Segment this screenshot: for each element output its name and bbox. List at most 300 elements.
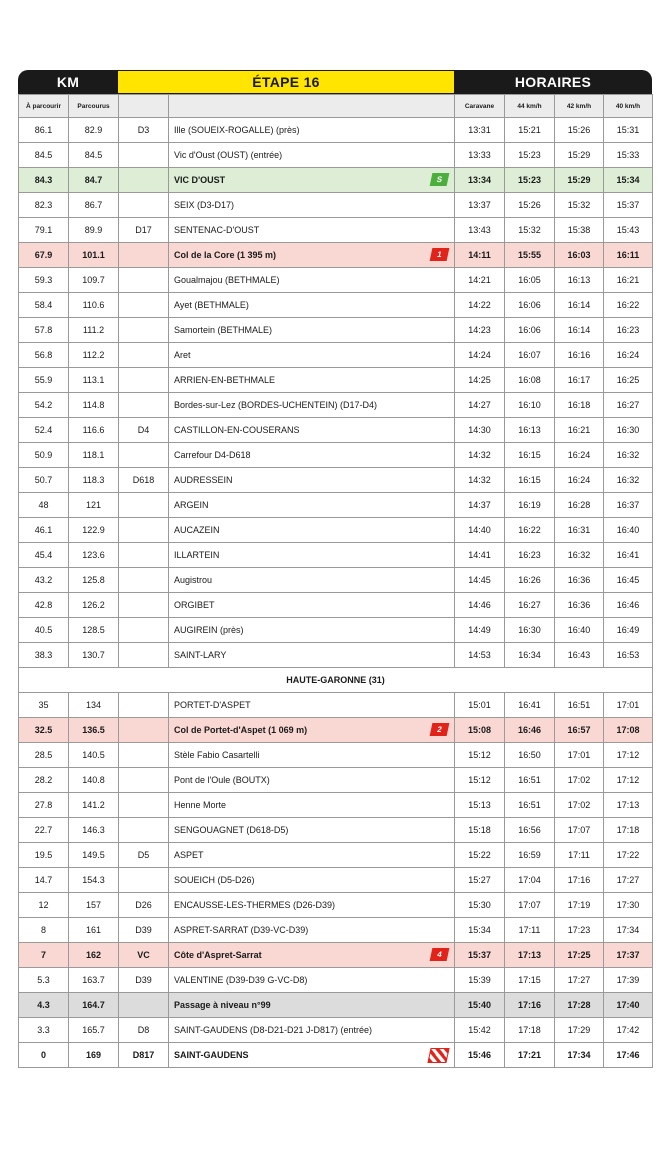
time-44kmh: 16:22 xyxy=(505,518,555,543)
table-row xyxy=(19,693,653,718)
covered-km: 163.7 xyxy=(69,968,119,993)
road-number xyxy=(119,193,169,218)
road-number xyxy=(119,868,169,893)
time-44kmh: 17:21 xyxy=(505,1043,555,1068)
time-42kmh: 16:14 xyxy=(555,293,604,318)
road-number xyxy=(119,443,169,468)
table-row xyxy=(19,968,653,993)
table-row xyxy=(19,718,653,743)
road-number xyxy=(119,293,169,318)
time-44kmh: 17:13 xyxy=(505,943,555,968)
remaining-km: 14.7 xyxy=(19,868,69,893)
table-row xyxy=(19,743,653,768)
time-40kmh: 16:30 xyxy=(604,418,653,443)
place-label: SENGOUAGNET (D618-D5) xyxy=(174,825,289,835)
time-44kmh: 16:06 xyxy=(505,293,555,318)
time-42kmh: 16:51 xyxy=(555,693,604,718)
place-name xyxy=(169,718,455,743)
caravane-time: 14:40 xyxy=(455,518,505,543)
remaining-km: 82.3 xyxy=(19,193,69,218)
time-44kmh: 17:11 xyxy=(505,918,555,943)
time-42kmh: 16:18 xyxy=(555,393,604,418)
time-42kmh: 15:38 xyxy=(555,218,604,243)
time-44kmh: 17:15 xyxy=(505,968,555,993)
time-42kmh: 16:17 xyxy=(555,368,604,393)
place-name xyxy=(169,118,455,143)
place-name xyxy=(169,518,455,543)
table-row xyxy=(19,1018,653,1043)
road-number: D26 xyxy=(119,893,169,918)
caravane-time: 14:21 xyxy=(455,268,505,293)
time-42kmh: 17:23 xyxy=(555,918,604,943)
place-label: SENTENAC-D'OUST xyxy=(174,225,260,235)
time-44kmh: 16:41 xyxy=(505,693,555,718)
time-42kmh: 16:57 xyxy=(555,718,604,743)
remaining-km: 67.9 xyxy=(19,243,69,268)
remaining-km: 48 xyxy=(19,493,69,518)
place-name xyxy=(169,168,455,193)
place-name xyxy=(169,818,455,843)
place-name xyxy=(169,243,455,268)
place-label: Henne Morte xyxy=(174,800,227,810)
time-40kmh: 16:49 xyxy=(604,618,653,643)
caravane-time: 14:22 xyxy=(455,293,505,318)
time-42kmh: 17:02 xyxy=(555,768,604,793)
header-schedule: HORAIRES xyxy=(454,70,652,94)
place-label: ORGIBET xyxy=(174,600,215,610)
table-row xyxy=(19,593,653,618)
caravane-time: 14:32 xyxy=(455,468,505,493)
covered-km: 118.3 xyxy=(69,468,119,493)
place-name xyxy=(169,368,455,393)
remaining-km: 38.3 xyxy=(19,643,69,668)
time-40kmh: 17:08 xyxy=(604,718,653,743)
place-label: ILLARTEIN xyxy=(174,550,220,560)
time-40kmh: 17:37 xyxy=(604,943,653,968)
place-name xyxy=(169,893,455,918)
time-40kmh: 17:22 xyxy=(604,843,653,868)
time-40kmh: 17:18 xyxy=(604,818,653,843)
road-number: D3 xyxy=(119,118,169,143)
table-row xyxy=(19,868,653,893)
time-44kmh: 16:51 xyxy=(505,768,555,793)
caravane-time: 15:30 xyxy=(455,893,505,918)
table-row xyxy=(19,818,653,843)
table-row xyxy=(19,293,653,318)
table-row xyxy=(19,318,653,343)
col-caravane: Caravane xyxy=(455,95,505,118)
place-label: SEIX (D3-D17) xyxy=(174,200,235,210)
remaining-km: 43.2 xyxy=(19,568,69,593)
covered-km: 101.1 xyxy=(69,243,119,268)
time-44kmh: 16:10 xyxy=(505,393,555,418)
caravane-time: 14:41 xyxy=(455,543,505,568)
time-40kmh: 15:34 xyxy=(604,168,653,193)
place-label: Côte d'Aspret-Sarrat xyxy=(174,950,262,960)
place-label: Col de la Core (1 395 m) xyxy=(174,250,277,260)
place-name xyxy=(169,493,455,518)
time-42kmh: 17:19 xyxy=(555,893,604,918)
place-name xyxy=(169,843,455,868)
remaining-km: 46.1 xyxy=(19,518,69,543)
place-label: SAINT-GAUDENS xyxy=(174,1050,249,1060)
time-44kmh: 16:07 xyxy=(505,343,555,368)
remaining-km: 86.1 xyxy=(19,118,69,143)
place-label: Ille (SOUEIX-ROGALLE) (près) xyxy=(174,125,300,135)
caravane-time: 15:18 xyxy=(455,818,505,843)
covered-km: 130.7 xyxy=(69,643,119,668)
caravane-time: 14:11 xyxy=(455,243,505,268)
header-km: KM xyxy=(18,70,118,94)
covered-km: 118.1 xyxy=(69,443,119,468)
caravane-time: 14:30 xyxy=(455,418,505,443)
covered-km: 89.9 xyxy=(69,218,119,243)
covered-km: 125.8 xyxy=(69,568,119,593)
remaining-km: 57.8 xyxy=(19,318,69,343)
table-row xyxy=(19,468,653,493)
time-40kmh: 16:27 xyxy=(604,393,653,418)
road-number xyxy=(119,643,169,668)
table-row xyxy=(19,218,653,243)
covered-km: 149.5 xyxy=(69,843,119,868)
time-42kmh: 16:24 xyxy=(555,468,604,493)
place-name xyxy=(169,443,455,468)
place-name xyxy=(169,193,455,218)
remaining-km: 45.4 xyxy=(19,543,69,568)
time-42kmh: 17:25 xyxy=(555,943,604,968)
covered-km: 146.3 xyxy=(69,818,119,843)
time-40kmh: 17:27 xyxy=(604,868,653,893)
covered-km: 113.1 xyxy=(69,368,119,393)
time-40kmh: 15:33 xyxy=(604,143,653,168)
sprint-icon: S xyxy=(430,173,450,186)
place-name xyxy=(169,468,455,493)
time-42kmh: 16:36 xyxy=(555,568,604,593)
covered-km: 157 xyxy=(69,893,119,918)
time-42kmh: 16:32 xyxy=(555,543,604,568)
place-name xyxy=(169,293,455,318)
road-number xyxy=(119,718,169,743)
place-name xyxy=(169,1018,455,1043)
table-row xyxy=(19,268,653,293)
caravane-time: 14:49 xyxy=(455,618,505,643)
road-number: D17 xyxy=(119,218,169,243)
time-44kmh: 16:06 xyxy=(505,318,555,343)
table-row xyxy=(19,768,653,793)
covered-km: 140.5 xyxy=(69,743,119,768)
time-44kmh: 17:16 xyxy=(505,993,555,1018)
time-42kmh: 16:13 xyxy=(555,268,604,293)
place-label: Carrefour D4-D618 xyxy=(174,450,251,460)
place-label: AUGIREIN (près) xyxy=(174,625,244,635)
road-number: D39 xyxy=(119,918,169,943)
time-44kmh: 16:26 xyxy=(505,568,555,593)
table-row xyxy=(19,493,653,518)
place-name xyxy=(169,1043,455,1068)
covered-km: 86.7 xyxy=(69,193,119,218)
time-40kmh: 17:12 xyxy=(604,743,653,768)
time-40kmh: 16:32 xyxy=(604,468,653,493)
place-label: ENCAUSSE-LES-THERMES (D26-D39) xyxy=(174,900,336,910)
road-number xyxy=(119,393,169,418)
place-label: Col de Portet-d'Aspet (1 069 m) xyxy=(174,725,308,735)
place-name xyxy=(169,393,455,418)
time-44kmh: 15:21 xyxy=(505,118,555,143)
climb-category-icon: 2 xyxy=(430,723,450,736)
road-number xyxy=(119,268,169,293)
place-label: Samortein (BETHMALE) xyxy=(174,325,273,335)
time-42kmh: 17:29 xyxy=(555,1018,604,1043)
time-40kmh: 16:40 xyxy=(604,518,653,543)
place-label: Pont de l'Oule (BOUTX) xyxy=(174,775,270,785)
road-number xyxy=(119,343,169,368)
time-42kmh: 17:28 xyxy=(555,993,604,1018)
time-42kmh: 15:32 xyxy=(555,193,604,218)
place-label: AUCAZEIN xyxy=(174,525,220,535)
place-label: SOUEICH (D5-D26) xyxy=(174,875,255,885)
time-44kmh: 16:15 xyxy=(505,468,555,493)
caravane-time: 13:34 xyxy=(455,168,505,193)
table-row xyxy=(19,143,653,168)
caravane-time: 14:37 xyxy=(455,493,505,518)
time-42kmh: 16:31 xyxy=(555,518,604,543)
caravane-time: 15:46 xyxy=(455,1043,505,1068)
remaining-km: 7 xyxy=(19,943,69,968)
place-label: Augistrou xyxy=(174,575,213,585)
road-number: D8 xyxy=(119,1018,169,1043)
remaining-km: 35 xyxy=(19,693,69,718)
time-44kmh: 15:23 xyxy=(505,143,555,168)
caravane-time: 14:25 xyxy=(455,368,505,393)
place-label: SAINT-LARY xyxy=(174,650,227,660)
place-label: Bordes-sur-Lez (BORDES-UCHENTEIN) (D17-D4) xyxy=(174,400,378,410)
time-42kmh: 17:16 xyxy=(555,868,604,893)
road-number xyxy=(119,543,169,568)
time-44kmh: 16:05 xyxy=(505,268,555,293)
road-number xyxy=(119,518,169,543)
stage-timetable xyxy=(18,70,652,1068)
time-42kmh: 15:26 xyxy=(555,118,604,143)
table-row xyxy=(19,168,653,193)
remaining-km: 3.3 xyxy=(19,1018,69,1043)
table-row xyxy=(19,118,653,143)
time-42kmh: 17:01 xyxy=(555,743,604,768)
road-number: D817 xyxy=(119,1043,169,1068)
table-row xyxy=(19,243,653,268)
table-row xyxy=(19,943,653,968)
caravane-time: 15:13 xyxy=(455,793,505,818)
caravane-time: 14:23 xyxy=(455,318,505,343)
time-42kmh: 16:14 xyxy=(555,318,604,343)
place-name xyxy=(169,543,455,568)
time-42kmh: 17:07 xyxy=(555,818,604,843)
place-name xyxy=(169,793,455,818)
covered-km: 126.2 xyxy=(69,593,119,618)
table-row xyxy=(19,343,653,368)
caravane-time: 15:37 xyxy=(455,943,505,968)
road-number: D5 xyxy=(119,843,169,868)
time-40kmh: 16:11 xyxy=(604,243,653,268)
place-label: Aret xyxy=(174,350,191,360)
remaining-km: 12 xyxy=(19,893,69,918)
road-number xyxy=(119,368,169,393)
place-label: SAINT-GAUDENS (D8-D21-D21 J-D817) (entrée) xyxy=(174,1025,373,1035)
time-42kmh: 16:24 xyxy=(555,443,604,468)
subheader-row xyxy=(19,95,653,118)
time-42kmh: 16:36 xyxy=(555,593,604,618)
place-label: ASPET xyxy=(174,850,204,860)
caravane-time: 13:37 xyxy=(455,193,505,218)
remaining-km: 56.8 xyxy=(19,343,69,368)
table-row xyxy=(19,643,653,668)
time-44kmh: 17:07 xyxy=(505,893,555,918)
covered-km: 109.7 xyxy=(69,268,119,293)
place-label: Goualmajou (BETHMALE) xyxy=(174,275,280,285)
table-row xyxy=(19,543,653,568)
road-number xyxy=(119,818,169,843)
place-name xyxy=(169,143,455,168)
time-40kmh: 16:24 xyxy=(604,343,653,368)
place-label: VALENTINE (D39-D39 G-VC-D8) xyxy=(174,975,308,985)
place-label: CASTILLON-EN-COUSERANS xyxy=(174,425,300,435)
road-number xyxy=(119,768,169,793)
time-42kmh: 16:16 xyxy=(555,343,604,368)
remaining-km: 22.7 xyxy=(19,818,69,843)
remaining-km: 52.4 xyxy=(19,418,69,443)
road-number xyxy=(119,243,169,268)
remaining-km: 28.2 xyxy=(19,768,69,793)
remaining-km: 50.7 xyxy=(19,468,69,493)
time-42kmh: 16:43 xyxy=(555,643,604,668)
time-44kmh: 15:32 xyxy=(505,218,555,243)
time-44kmh: 16:51 xyxy=(505,793,555,818)
remaining-km: 42.8 xyxy=(19,593,69,618)
covered-km: 110.6 xyxy=(69,293,119,318)
road-number xyxy=(119,993,169,1018)
table-header xyxy=(18,70,652,94)
place-label: Stèle Fabio Casartelli xyxy=(174,750,260,760)
time-42kmh: 17:11 xyxy=(555,843,604,868)
place-label: ARRIEN-EN-BETHMALE xyxy=(174,375,276,385)
time-40kmh: 16:21 xyxy=(604,268,653,293)
time-44kmh: 16:13 xyxy=(505,418,555,443)
section-row xyxy=(19,668,653,693)
place-name xyxy=(169,568,455,593)
road-number xyxy=(119,593,169,618)
time-40kmh: 17:42 xyxy=(604,1018,653,1043)
time-44kmh: 16:30 xyxy=(505,618,555,643)
covered-km: 136.5 xyxy=(69,718,119,743)
covered-km: 82.9 xyxy=(69,118,119,143)
road-number: D618 xyxy=(119,468,169,493)
table-row xyxy=(19,518,653,543)
remaining-km: 32.5 xyxy=(19,718,69,743)
remaining-km: 28.5 xyxy=(19,743,69,768)
time-42kmh: 17:27 xyxy=(555,968,604,993)
time-40kmh: 16:41 xyxy=(604,543,653,568)
time-42kmh: 15:29 xyxy=(555,143,604,168)
climb-category-icon: 1 xyxy=(430,248,450,261)
remaining-km: 5.3 xyxy=(19,968,69,993)
remaining-km: 40.5 xyxy=(19,618,69,643)
road-number xyxy=(119,743,169,768)
col-44kmh: 44 km/h xyxy=(505,95,555,118)
remaining-km: 79.1 xyxy=(19,218,69,243)
time-40kmh: 15:37 xyxy=(604,193,653,218)
time-44kmh: 16:59 xyxy=(505,843,555,868)
road-number xyxy=(119,318,169,343)
time-44kmh: 17:18 xyxy=(505,1018,555,1043)
place-name xyxy=(169,968,455,993)
caravane-time: 14:24 xyxy=(455,343,505,368)
covered-km: 128.5 xyxy=(69,618,119,643)
covered-km: 84.7 xyxy=(69,168,119,193)
time-44kmh: 16:50 xyxy=(505,743,555,768)
time-40kmh: 17:40 xyxy=(604,993,653,1018)
time-40kmh: 17:34 xyxy=(604,918,653,943)
covered-km: 122.9 xyxy=(69,518,119,543)
place-label: Passage à niveau n°99 xyxy=(174,1000,271,1010)
caravane-time: 15:12 xyxy=(455,768,505,793)
col-road xyxy=(119,95,169,118)
remaining-km: 4.3 xyxy=(19,993,69,1018)
time-44kmh: 16:15 xyxy=(505,443,555,468)
col-covered: Parcourus xyxy=(69,95,119,118)
covered-km: 116.6 xyxy=(69,418,119,443)
covered-km: 114.8 xyxy=(69,393,119,418)
time-42kmh: 16:28 xyxy=(555,493,604,518)
covered-km: 162 xyxy=(69,943,119,968)
caravane-time: 15:27 xyxy=(455,868,505,893)
remaining-km: 58.4 xyxy=(19,293,69,318)
time-40kmh: 16:46 xyxy=(604,593,653,618)
covered-km: 84.5 xyxy=(69,143,119,168)
table-row xyxy=(19,418,653,443)
caravane-time: 14:45 xyxy=(455,568,505,593)
time-40kmh: 15:43 xyxy=(604,218,653,243)
caravane-time: 15:39 xyxy=(455,968,505,993)
place-name xyxy=(169,743,455,768)
time-42kmh: 17:34 xyxy=(555,1043,604,1068)
place-name xyxy=(169,943,455,968)
time-44kmh: 16:34 xyxy=(505,643,555,668)
remaining-km: 27.8 xyxy=(19,793,69,818)
col-remaining: À parcourir xyxy=(19,95,69,118)
time-40kmh: 16:23 xyxy=(604,318,653,343)
table-row xyxy=(19,443,653,468)
place-name xyxy=(169,918,455,943)
caravane-time: 14:53 xyxy=(455,643,505,668)
covered-km: 169 xyxy=(69,1043,119,1068)
covered-km: 121 xyxy=(69,493,119,518)
place-label: Vic d'Oust (OUST) (entrée) xyxy=(174,150,283,160)
road-number xyxy=(119,793,169,818)
header-stage: ÉTAPE 16 xyxy=(118,70,454,94)
place-name xyxy=(169,618,455,643)
place-label: AUDRESSEIN xyxy=(174,475,233,485)
remaining-km: 50.9 xyxy=(19,443,69,468)
road-number xyxy=(119,143,169,168)
caravane-time: 15:34 xyxy=(455,918,505,943)
place-label: ASPRET-SARRAT (D39-VC-D39) xyxy=(174,925,309,935)
place-label: ARGEIN xyxy=(174,500,209,510)
road-number xyxy=(119,618,169,643)
section-label: HAUTE-GARONNE (31) xyxy=(19,668,653,693)
place-name xyxy=(169,768,455,793)
caravane-time: 15:08 xyxy=(455,718,505,743)
remaining-km: 19.5 xyxy=(19,843,69,868)
caravane-time: 14:32 xyxy=(455,443,505,468)
